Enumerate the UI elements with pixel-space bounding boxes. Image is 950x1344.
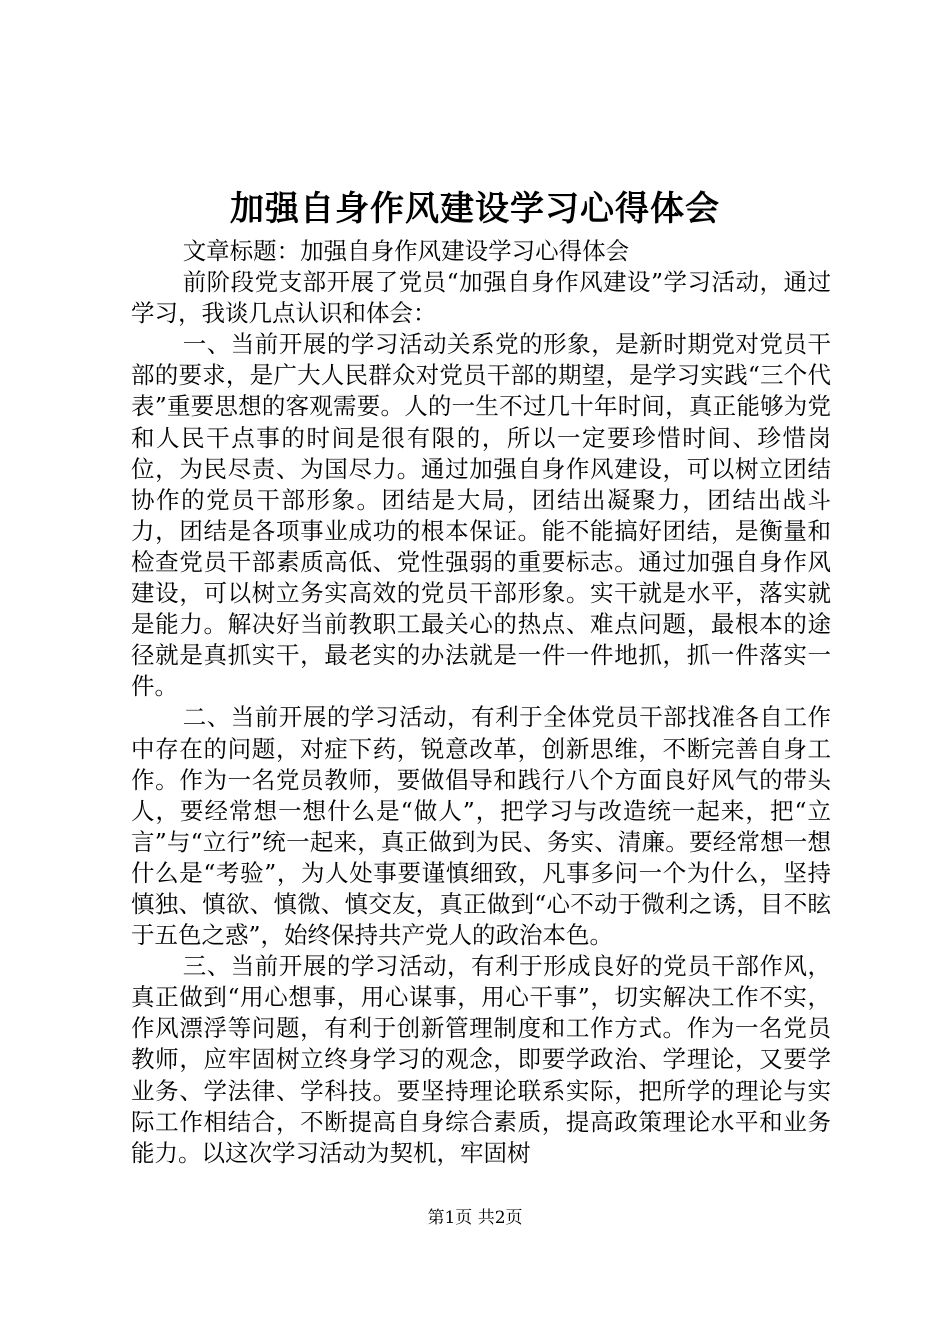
article-title-line: 文章标题：加强自身作风建设学习心得体会 — [182, 237, 630, 265]
point-three-paragraph: 三、当前开展的学习活动，有利于形成良好的党员干部作风，真正做到“用心想事，用心谋事，用心干事”，切实解决工作不实，作风漂浮等问题，有利于创新管理制度和工作方式。作为一名党员教师，应牢固树立终身学习的观念，即要学政治、学理论，又要学业务、学法律、学科技。要坚持理论联系实际，把所学的理论与实际工作相结合，不断提高自身综合素质，提高政策理论水平和业务能力。以这次学习活动为契机，牢固树 — [131, 952, 831, 1167]
document-title: 加强自身作风建设学习心得体会 — [230, 189, 720, 229]
intro-paragraph: 前阶段党支部开展了党员“加强自身作风建设”学习活动，通过学习，我谈几点认识和体会： — [131, 268, 831, 328]
document-body — [131, 236, 831, 1169]
point-one-paragraph: 一、当前开展的学习活动关系党的形象，是新时期党对党员干部的要求，是广大人民群众对党员干部的期望，是学习实践“三个代表”重要思想的客观需要。人的一生不过几十年时间，真正能够为党和人民干点事的时间是很有限的，所以一定要珍惜时间、珍惜岗位，为民尽责、为国尽力。通过加强自身作风建设，可以树立团结协作的党员干部形象。团结是大局，团结出凝聚力，团结出战斗力，团结是各项事业成功的根本保证。能不能搞好团结，是衡量和检查党员干部素质高低、党性强弱的重要标志。通过加强自身作风建设，可以树立务实高效的党员干部形象。实干就是水平，落实就是能力。解决好当前教职工最关心的热点、难点问题，最根本的途径就是真抓实干，最老实的办法就是一件一件地抓，抓一件落实一件。 — [131, 330, 831, 701]
point-two-paragraph: 二、当前开展的学习活动，有利于全体党员干部找准各自工作中存在的问题，对症下药，锐意改革，创新思维，不断完善自身工作。作为一名党员教师，要做倡导和践行八个方面良好风气的带头人，要经常想一想什么是“做人”，把学习与改造统一起来，把“立言”与“立行”统一起来，真正做到为民、务实、清廉。要经常想一想什么是“考验”，为人处事要谨慎细致，凡事多问一个为什么，坚持慎独、慎欲、慎微、慎交友，真正做到“心不动于微利之诱，目不眩于五色之惑”，始终保持共产党人的政治本色。 — [131, 703, 831, 950]
page-number-footer: 第1页 共2页 — [427, 1208, 523, 1228]
